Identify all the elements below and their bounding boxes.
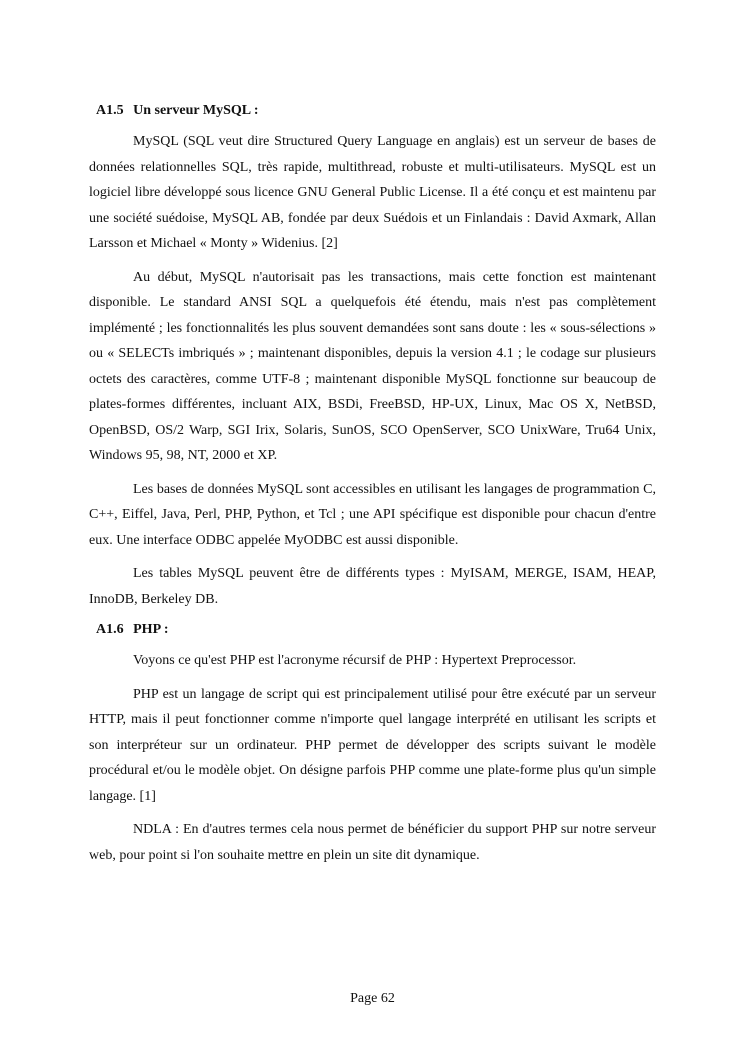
paragraph-mysql-features: Au début, MySQL n'autorisait pas les transactions, mais cette fonction est maintenant disponible. Le standard ANSI SQL a quelquefois été étendu, mais n'est pas complètement implémenté ; les fonctionnalités les plus souvent demandées sont sans doute : les « sous-sélections » ou « SELECTs imbriqués » ; maintenant disponibles, depuis la version 4.1 ; le codage sur plusieurs octets des caractères, comme UTF-8 ; maintenant disponible MySQL fonctionne sur beaucoup de plates-formes différentes, incluant AIX, BSDi, FreeBSD, HP-UX, Linux, Mac OS X, NetBSD, OpenBSD, OS/2 Warp, SGI Irix, Solaris, SunOS, SCO OpenServer, SCO UnixWare, Tru64 Unix, Windows 95, 98, NT, 2000 et XP. [89, 269, 656, 463]
section-number: A1.5 [96, 103, 124, 118]
section-title: Un serveur MySQL : [133, 103, 259, 118]
paragraph-php-ndla: NDLA : En d'autres termes cela nous permet de bénéficier du support PHP sur notre serveur web, pour point si l'on souhaite mettre en plein un site dit dynamique. [89, 822, 656, 863]
section-heading-a1-6 [96, 620, 656, 640]
paragraph-mysql-languages: Les bases de données MySQL sont accessibles en utilisant les langages de programmation C, C++, Eiffel, Java, Perl, PHP, Python, et Tcl ; une API spécifique est disponible pour chacun d'entre eux. Une interface ODBC appelée MyODBC est aussi disponible. [89, 481, 656, 548]
page-number: Page 62 [350, 991, 395, 1006]
paragraph-mysql-tables: Les tables MySQL peuvent être de différents types : MyISAM, MERGE, ISAM, HEAP, InnoDB, Berkeley DB. [89, 566, 656, 607]
paragraph-php-description: PHP est un langage de script qui est principalement utilisé pour être exécuté par un serveur HTTP, mais il peut fonctionner comme n'importe quel langage interprété en utilisant les scripts et son interpréteur sur un ordinateur. PHP permet de développer des scripts suivant le modèle procédural et/ou le modèle objet. On désigne parfois PHP comme une plate-forme plus qu'un simple langage. [1] [89, 686, 656, 804]
paragraph-php-acronym: Voyons ce qu'est PHP est l'acronyme récursif de PHP : Hypertext Preprocessor. [133, 653, 577, 668]
section-title: PHP : [133, 622, 169, 637]
paragraph-mysql-intro: MySQL (SQL veut dire Structured Query Language en anglais) est un serveur de bases de données relationnelles SQL, très rapide, multithread, robuste et multi-utilisateurs. MySQL est un logiciel libre développé sous licence GNU General Public License. Il a été conçu et est maintenu par une société suédoise, MySQL AB, fondée par deux Suédois et un Finlandais : David Axmark, Allan Larsson et Michael « Monty » Widenius. [2] [89, 134, 656, 251]
section-heading-a1-5 [96, 101, 656, 121]
document-page [89, 101, 656, 876]
section-number: A1.6 [96, 622, 124, 637]
